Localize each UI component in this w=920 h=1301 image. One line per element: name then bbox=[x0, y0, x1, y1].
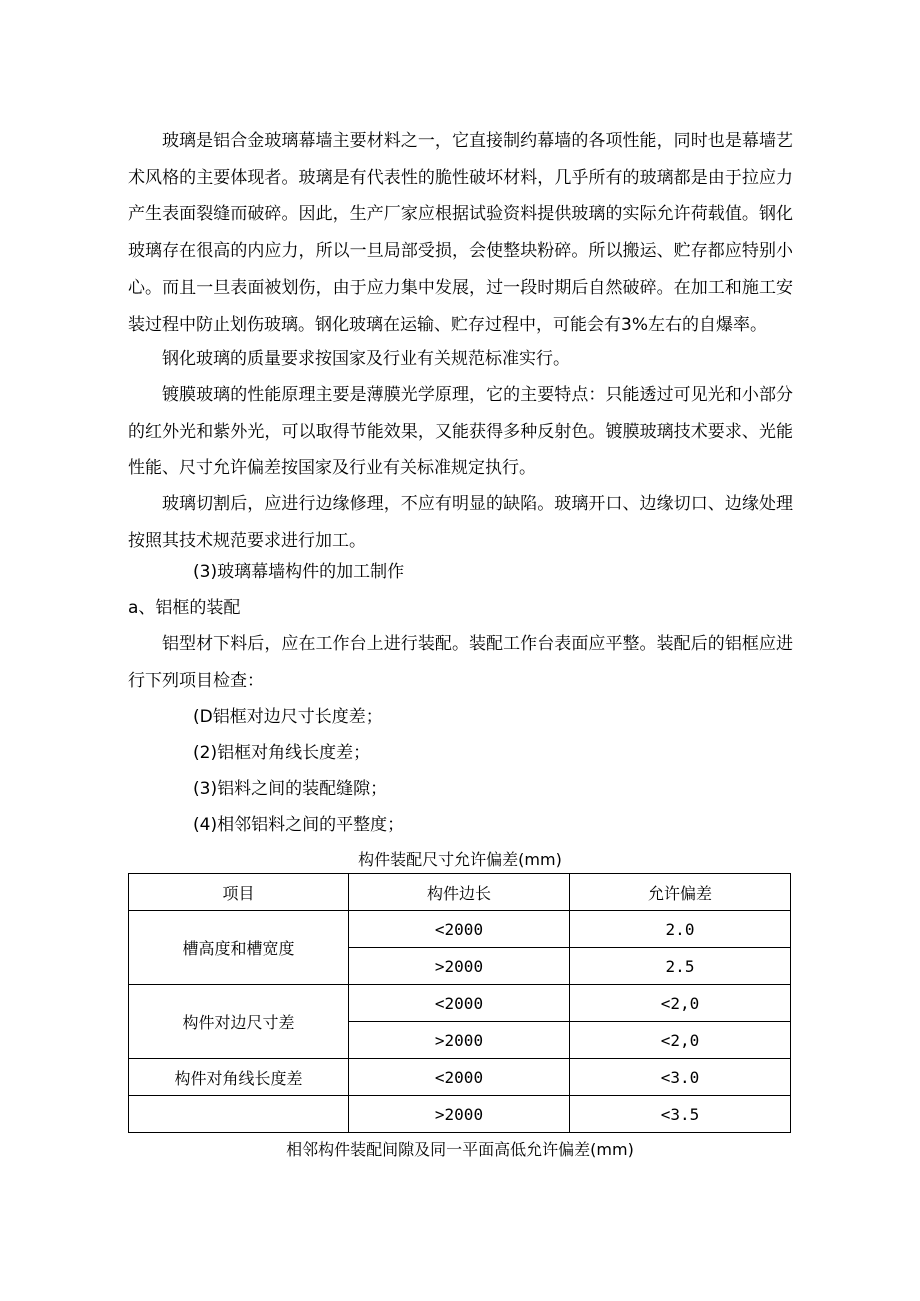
header-item: 项目 bbox=[129, 874, 349, 911]
check-item: (4)相邻铝料之间的平整度； bbox=[193, 815, 405, 835]
table-row bbox=[129, 1059, 791, 1096]
paragraph-coated-glass: 镀膜玻璃的性能原理主要是薄膜光学原理，它的主要特点：只能透过可见光和小部分的红外光和紫外光，可以取得节能效果，又能获得多种反射色。镀膜玻璃技术要求、光能性能、尺寸允许偏差按国家及行业有关标准规定执行。 bbox=[128, 385, 793, 479]
tolerance-cell: <2,0 bbox=[570, 985, 791, 1022]
tolerance-cell: 2.0 bbox=[570, 911, 791, 948]
paragraph-glass-material: 玻璃是铝合金玻璃幕墙主要材料之一，它直接制约幕墙的各项性能，同时也是幕墙艺术风格的主要体现者。玻璃是有代表性的脆性破坏材料，几乎所有的玻璃都是由于拉应力产生表面裂缝而破碎。因此，生产厂家应根据试验资料提供玻璃的实际允许荷载值。钢化玻璃存在很高的内应力，所以一旦局部受损，会使整块粉碎。所以搬运、贮存都应特别小心。而且一旦表面被划伤，由于应力集中发展，过一段时期后自然破碎。在加工和施工安装过程中防止划伤玻璃。钢化玻璃在运输、贮存过程中，可能会有3%左右的自爆率。 bbox=[128, 131, 793, 335]
tolerance-cell: <3.0 bbox=[570, 1059, 791, 1096]
edge-length-cell: <2000 bbox=[349, 1059, 570, 1096]
edge-length-cell: >2000 bbox=[349, 1096, 570, 1133]
section-heading: (3)玻璃幕墙构件的加工制作 bbox=[193, 562, 405, 582]
paragraph-frame-assembly: 铝型材下料后，应在工作台上进行装配。装配工作台表面应平整。装配后的铝框应进行下列项目检查： bbox=[128, 634, 793, 691]
table-row bbox=[129, 985, 791, 1022]
tolerance-cell: <2,0 bbox=[570, 1022, 791, 1059]
edge-length-cell: <2000 bbox=[349, 985, 570, 1022]
row-item-label: 槽高度和槽宽度 bbox=[129, 911, 349, 985]
table2-caption: 相邻构件装配间隙及同一平面高低允许偏差(mm) bbox=[286, 1140, 634, 1159]
tolerance-cell: 2.5 bbox=[570, 948, 791, 985]
check-item: (D铝框对边尺寸长度差； bbox=[193, 707, 383, 727]
row-item-label: 构件对边尺寸差 bbox=[129, 985, 349, 1059]
sub-heading: a、铝框的装配 bbox=[128, 598, 241, 618]
check-item: (2)铝框对角线长度差； bbox=[193, 743, 371, 763]
header-edge-length: 构件边长 bbox=[349, 874, 570, 911]
paragraph-tempered-glass-quality: 钢化玻璃的质量要求按国家及行业有关规范标准实行。 bbox=[162, 349, 570, 369]
row-item-label: 构件对角线长度差 bbox=[129, 1059, 349, 1096]
table-row bbox=[129, 1096, 791, 1133]
paragraph-glass-cutting: 玻璃切割后，应进行边缘修理，不应有明显的缺陷。玻璃开口、边缘切口、边缘处理按照其技术规范要求进行加工。 bbox=[128, 494, 793, 551]
edge-length-cell: <2000 bbox=[349, 911, 570, 948]
edge-length-cell: >2000 bbox=[349, 1022, 570, 1059]
edge-length-cell: >2000 bbox=[349, 948, 570, 985]
header-tolerance: 允许偏差 bbox=[570, 874, 791, 911]
check-item: (3)铝料之间的装配缝隙； bbox=[193, 779, 388, 799]
table-caption: 构件装配尺寸允许偏差(mm) bbox=[358, 850, 562, 869]
row-item-label bbox=[129, 1096, 349, 1133]
tolerance-table bbox=[128, 873, 791, 1133]
table-row bbox=[129, 911, 791, 948]
table-header-row bbox=[129, 874, 791, 911]
tolerance-cell: <3.5 bbox=[570, 1096, 791, 1133]
